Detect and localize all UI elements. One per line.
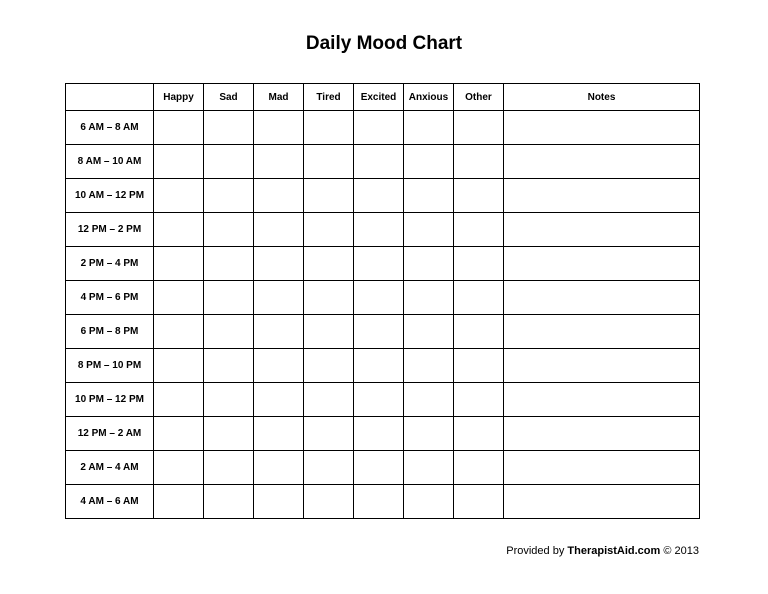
column-header-happy: Happy (154, 84, 204, 111)
table-row (66, 247, 700, 281)
mood-cell-sad[interactable] (204, 179, 254, 213)
column-header-mad: Mad (254, 84, 304, 111)
time-slot-label: 4 AM – 6 AM (66, 485, 154, 519)
notes-cell[interactable] (504, 485, 700, 519)
table-row (66, 349, 700, 383)
mood-cell-tired[interactable] (304, 451, 354, 485)
mood-cell-sad[interactable] (204, 485, 254, 519)
mood-cell-sad[interactable] (204, 315, 254, 349)
mood-cell-sad[interactable] (204, 383, 254, 417)
mood-cell-happy[interactable] (154, 111, 204, 145)
notes-cell[interactable] (504, 451, 700, 485)
table-row (66, 179, 700, 213)
mood-cell-excited[interactable] (354, 281, 404, 315)
mood-cell-mad[interactable] (254, 213, 304, 247)
mood-cell-mad[interactable] (254, 179, 304, 213)
mood-cell-tired[interactable] (304, 247, 354, 281)
mood-cell-other[interactable] (454, 383, 504, 417)
mood-cell-mad[interactable] (254, 383, 304, 417)
mood-cell-anxious[interactable] (404, 213, 454, 247)
mood-cell-happy[interactable] (154, 213, 204, 247)
time-slot-label: 4 PM – 6 PM (66, 281, 154, 315)
mood-cell-other[interactable] (454, 281, 504, 315)
column-header-notes: Notes (504, 84, 700, 111)
corner-cell (66, 84, 154, 111)
time-slot-label: 6 PM – 8 PM (66, 315, 154, 349)
mood-cell-other[interactable] (454, 111, 504, 145)
mood-cell-sad[interactable] (204, 349, 254, 383)
mood-cell-happy[interactable] (154, 417, 204, 451)
mood-cell-tired[interactable] (304, 179, 354, 213)
mood-cell-happy[interactable] (154, 179, 204, 213)
mood-cell-excited[interactable] (354, 349, 404, 383)
mood-cell-mad[interactable] (254, 315, 304, 349)
time-slot-label: 6 AM – 8 AM (66, 111, 154, 145)
mood-cell-other[interactable] (454, 315, 504, 349)
footer-credit (506, 545, 699, 557)
mood-cell-tired[interactable] (304, 485, 354, 519)
mood-cell-sad[interactable] (204, 145, 254, 179)
notes-cell[interactable] (504, 281, 700, 315)
table-row (66, 383, 700, 417)
notes-cell[interactable] (504, 145, 700, 179)
mood-cell-mad[interactable] (254, 111, 304, 145)
mood-cell-sad[interactable] (204, 417, 254, 451)
mood-cell-happy[interactable] (154, 145, 204, 179)
mood-cell-other[interactable] (454, 349, 504, 383)
table-row (66, 145, 700, 179)
mood-cell-anxious[interactable] (404, 349, 454, 383)
mood-cell-excited[interactable] (354, 111, 404, 145)
mood-cell-happy[interactable] (154, 247, 204, 281)
time-slot-label: 10 PM – 12 PM (66, 383, 154, 417)
time-slot-label: 12 PM – 2 AM (66, 417, 154, 451)
notes-cell[interactable] (504, 213, 700, 247)
mood-cell-tired[interactable] (304, 111, 354, 145)
column-header-excited: Excited (354, 84, 404, 111)
mood-chart-table (65, 83, 700, 519)
mood-cell-anxious[interactable] (404, 451, 454, 485)
mood-cell-excited[interactable] (354, 179, 404, 213)
mood-cell-excited[interactable] (354, 451, 404, 485)
notes-cell[interactable] (504, 315, 700, 349)
mood-cell-other[interactable] (454, 417, 504, 451)
mood-cell-tired[interactable] (304, 383, 354, 417)
mood-cell-tired[interactable] (304, 281, 354, 315)
mood-cell-happy[interactable] (154, 315, 204, 349)
time-slot-label: 2 PM – 4 PM (66, 247, 154, 281)
mood-cell-excited[interactable] (354, 247, 404, 281)
mood-cell-mad[interactable] (254, 281, 304, 315)
mood-cell-other[interactable] (454, 213, 504, 247)
mood-cell-sad[interactable] (204, 247, 254, 281)
footer-suffix: © 2013 (660, 545, 699, 557)
mood-cell-mad[interactable] (254, 485, 304, 519)
notes-cell[interactable] (504, 179, 700, 213)
mood-cell-tired[interactable] (304, 145, 354, 179)
mood-cell-anxious[interactable] (404, 247, 454, 281)
mood-cell-mad[interactable] (254, 145, 304, 179)
time-slot-label: 12 PM – 2 PM (66, 213, 154, 247)
mood-cell-sad[interactable] (204, 281, 254, 315)
mood-cell-anxious[interactable] (404, 281, 454, 315)
notes-cell[interactable] (504, 349, 700, 383)
mood-cell-sad[interactable] (204, 451, 254, 485)
notes-cell[interactable] (504, 383, 700, 417)
table-row (66, 315, 700, 349)
page-title: Daily Mood Chart (305, 33, 463, 54)
mood-cell-tired[interactable] (304, 417, 354, 451)
mood-cell-anxious[interactable] (404, 111, 454, 145)
mood-cell-anxious[interactable] (404, 485, 454, 519)
time-slot-label: 2 AM – 4 AM (66, 451, 154, 485)
footer-brand: TherapistAid.com (567, 545, 661, 557)
mood-cell-happy[interactable] (154, 281, 204, 315)
table-row (66, 485, 700, 519)
time-slot-label: 10 AM – 12 PM (66, 179, 154, 213)
mood-cell-tired[interactable] (304, 349, 354, 383)
time-slot-label: 8 AM – 10 AM (66, 145, 154, 179)
mood-cell-happy[interactable] (154, 383, 204, 417)
mood-cell-excited[interactable] (354, 417, 404, 451)
mood-cell-happy[interactable] (154, 349, 204, 383)
table-row (66, 451, 700, 485)
table-row (66, 111, 700, 145)
mood-cell-mad[interactable] (254, 349, 304, 383)
mood-cell-anxious[interactable] (404, 315, 454, 349)
mood-cell-excited[interactable] (354, 383, 404, 417)
mood-cell-anxious[interactable] (404, 145, 454, 179)
time-slot-label: 8 PM – 10 PM (66, 349, 154, 383)
mood-cell-mad[interactable] (254, 417, 304, 451)
mood-cell-tired[interactable] (304, 315, 354, 349)
mood-cell-other[interactable] (454, 247, 504, 281)
mood-cell-excited[interactable] (354, 485, 404, 519)
mood-cell-excited[interactable] (354, 315, 404, 349)
mood-cell-anxious[interactable] (404, 383, 454, 417)
mood-cell-sad[interactable] (204, 213, 254, 247)
mood-cell-happy[interactable] (154, 485, 204, 519)
mood-cell-happy[interactable] (154, 451, 204, 485)
notes-cell[interactable] (504, 247, 700, 281)
mood-cell-excited[interactable] (354, 145, 404, 179)
mood-cell-other[interactable] (454, 179, 504, 213)
mood-cell-anxious[interactable] (404, 417, 454, 451)
table-row (66, 281, 700, 315)
mood-cell-other[interactable] (454, 145, 504, 179)
mood-cell-other[interactable] (454, 485, 504, 519)
table-row (66, 213, 700, 247)
mood-cell-other[interactable] (454, 451, 504, 485)
notes-cell[interactable] (504, 111, 700, 145)
mood-cell-anxious[interactable] (404, 179, 454, 213)
table-row (66, 417, 700, 451)
footer-prefix: Provided by (506, 545, 568, 557)
mood-cell-mad[interactable] (254, 247, 304, 281)
mood-cell-tired[interactable] (304, 213, 354, 247)
notes-cell[interactable] (504, 417, 700, 451)
mood-cell-sad[interactable] (204, 111, 254, 145)
header-row (66, 84, 700, 111)
mood-cell-mad[interactable] (254, 451, 304, 485)
column-header-anxious: Anxious (404, 84, 454, 111)
column-header-sad: Sad (204, 84, 254, 111)
mood-cell-excited[interactable] (354, 213, 404, 247)
column-header-tired: Tired (304, 84, 354, 111)
column-header-other: Other (454, 84, 504, 111)
